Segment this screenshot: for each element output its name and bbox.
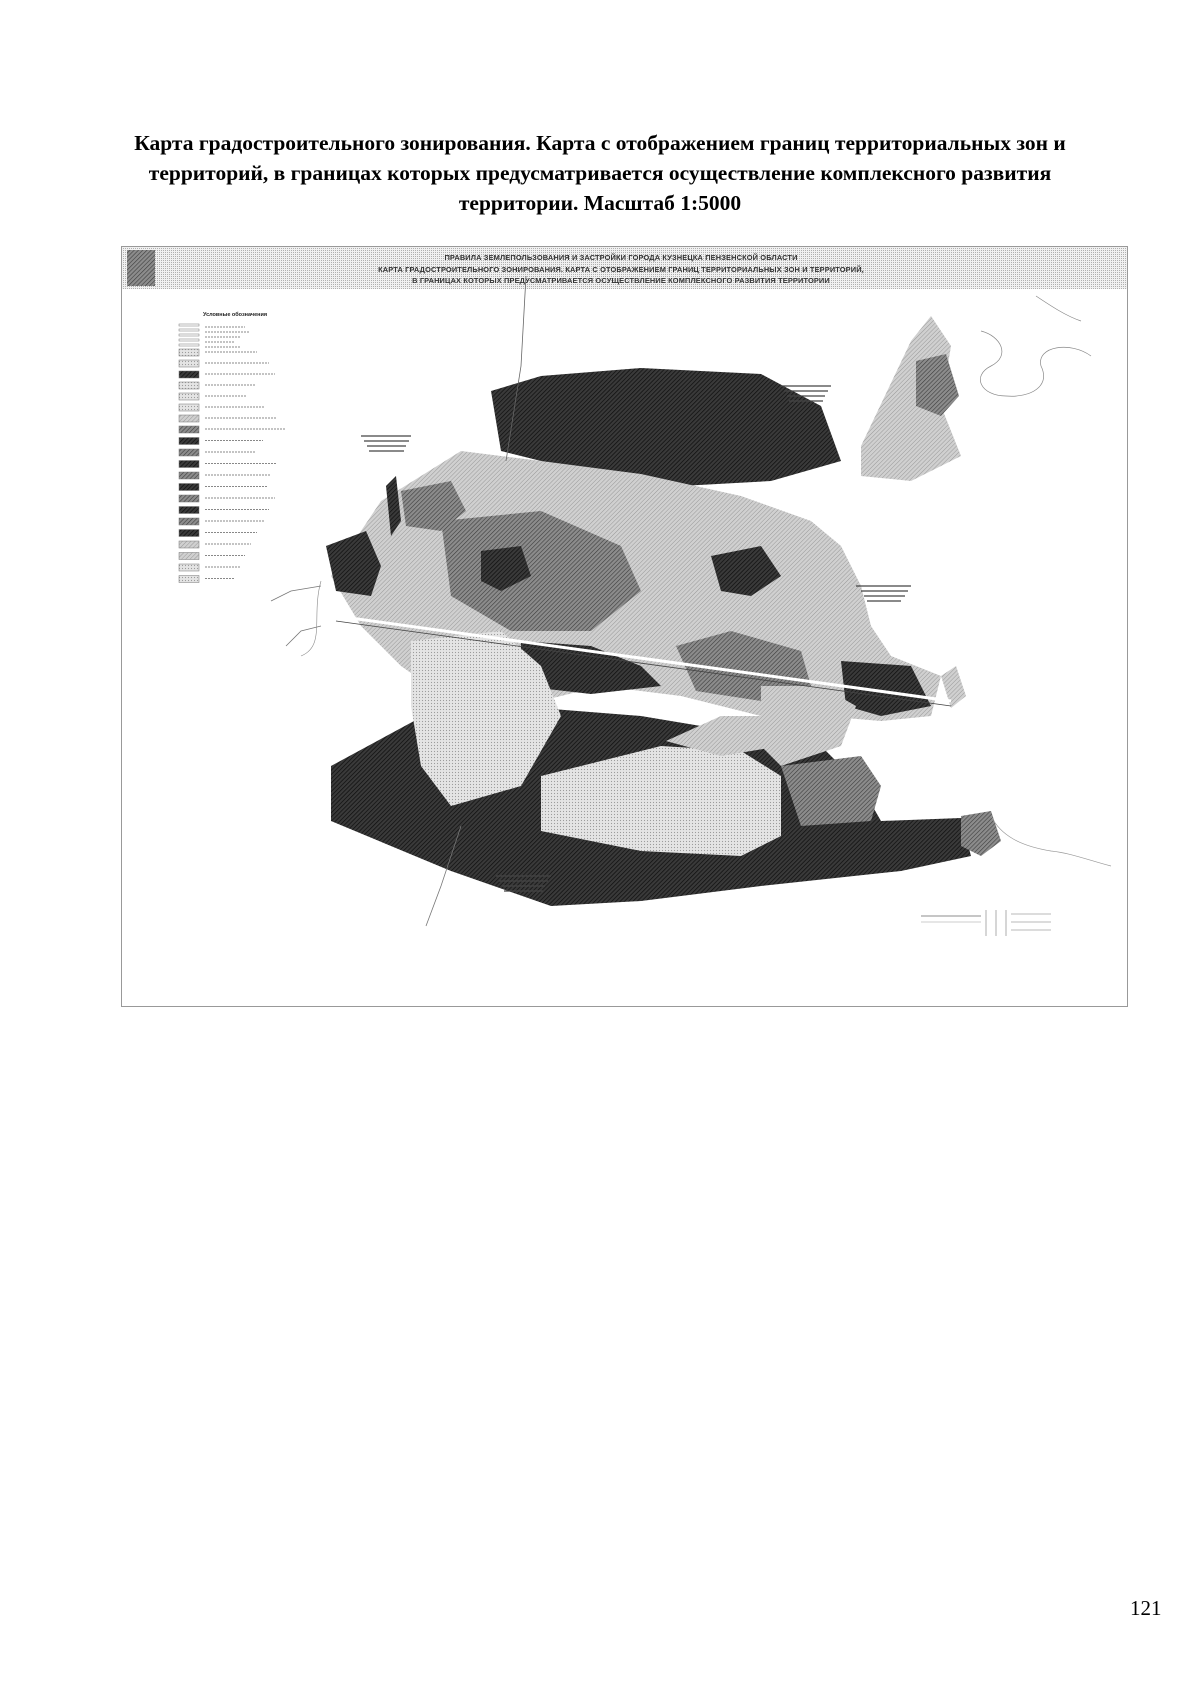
legend-swatch: [179, 553, 199, 560]
map-caption: Карта градостроительного зонирования. Карта с отображением границ территориальных зон и территорий, в границах которых предусматривается осуществление комплексного развития территории. Масштаб 1:5000: [134, 131, 1066, 215]
legend-swatch: [179, 576, 199, 583]
legend-swatch: [179, 495, 199, 502]
legend-swatch: [179, 507, 199, 514]
zoning-map-image: [121, 246, 1128, 1007]
legend-swatch: [179, 339, 199, 341]
legend-heading: Условные обозначения: [203, 312, 268, 318]
legend-swatch: [179, 564, 199, 571]
legend-swatch: [179, 518, 199, 525]
legend-swatch: [179, 344, 199, 346]
legend-swatch: [179, 484, 199, 491]
legend-swatch: [179, 438, 199, 445]
legend-swatch: [179, 404, 199, 411]
map-title-line: КАРТА ГРАДОСТРОИТЕЛЬНОГО ЗОНИРОВАНИЯ. КАРТА С ОТОБРАЖЕНИЕМ ГРАНИЦ ТЕРРИТОРИАЛЬНЫХ ЗОН И ТЕРРИТОРИЙ,: [378, 265, 864, 274]
map-sheet-title: [378, 253, 864, 285]
legend-swatch: [179, 541, 199, 548]
legend-swatch: [179, 334, 199, 336]
legend-swatch: [179, 426, 199, 433]
legend-swatch: [179, 415, 199, 422]
legend-swatch: [179, 371, 199, 378]
page-number: 121: [1130, 1596, 1162, 1620]
legend-swatch: [179, 449, 199, 456]
legend-swatch: [179, 382, 199, 389]
legend-swatch: [179, 461, 199, 468]
legend-swatch: [179, 530, 199, 537]
legend-swatch: [179, 329, 199, 331]
map-title-line: ПРАВИЛА ЗЕМЛЕПОЛЬЗОВАНИЯ И ЗАСТРОЙКИ ГОРОДА КУЗНЕЦКА ПЕНЗЕНСКОЙ ОБЛАСТИ: [444, 253, 798, 262]
legend-swatch: [179, 393, 199, 400]
map-title-line: В ГРАНИЦАХ КОТОРЫХ ПРЕДУСМАТРИВАЕТСЯ ОСУЩЕСТВЛЕНИЕ КОМПЛЕКСНОГО РАЗВИТИЯ ТЕРРИТОРИИ: [412, 276, 830, 285]
coat-of-arms-icon: [127, 250, 155, 286]
legend-swatch: [179, 472, 199, 479]
legend-swatch: [179, 324, 199, 326]
legend-swatch: [179, 349, 199, 356]
legend-swatch: [179, 360, 199, 367]
